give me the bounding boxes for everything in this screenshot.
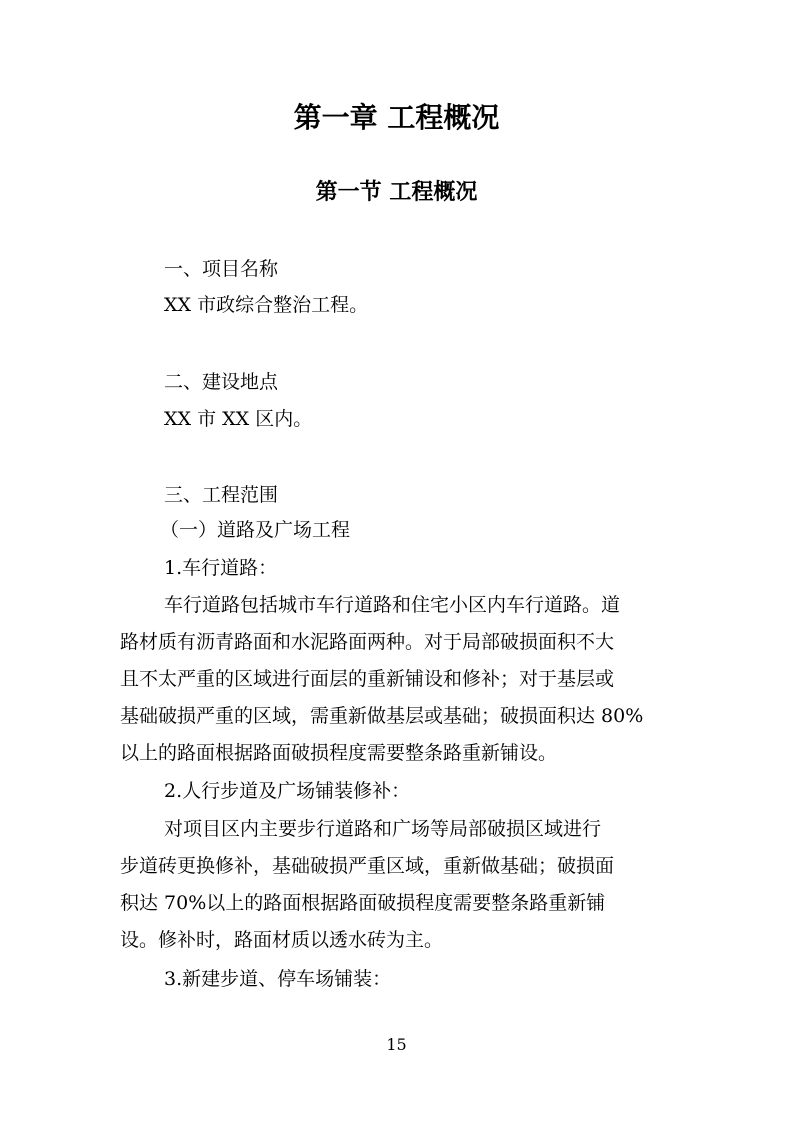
location-heading: 二、建设地点 xyxy=(164,371,279,393)
scope-sub-heading: （一）道路及广场工程 xyxy=(160,519,351,541)
item1-line: 且不太严重的区域进行面层的重新铺设和修补；对于基层或 xyxy=(120,668,615,690)
chapter-title: 第一章 工程概况 xyxy=(293,101,500,134)
item2-line: 步道砖更换修补，基础破损严重区域，重新做基础；破损面 xyxy=(120,855,615,877)
section-title: 第一节 工程概况 xyxy=(315,180,478,205)
item2-title: 2.人行步道及广场铺装修补： xyxy=(164,780,411,802)
project-name-text: XX 市政综合整治工程。 xyxy=(164,294,369,316)
item1-line: 路材质有沥青路面和水泥路面两种。对于局部破损面积不大 xyxy=(120,631,615,653)
item2-line: 积达 70%以上的路面根据路面破损程度需要整条路重新铺 xyxy=(120,892,606,914)
item1-title: 1.车行道路： xyxy=(164,557,278,579)
item1-line: 基础破损严重的区域，需重新做基层或基础；破损面积达 80% xyxy=(120,705,644,727)
item1-line: 以上的路面根据路面破损程度需要整条路重新铺设。 xyxy=(120,742,558,764)
item2-line: 设。修补时，路面材质以透水砖为主。 xyxy=(120,929,444,951)
item1-line: 车行道路包括城市车行道路和住宅小区内车行道路。道 xyxy=(164,594,621,616)
project-name-heading: 一、项目名称 xyxy=(164,258,279,280)
item2-line: 对项目区内主要步行道路和广场等局部破损区域进行 xyxy=(164,818,602,840)
scope-heading: 三、工程范围 xyxy=(164,484,279,506)
location-text: XX 市 XX 区内。 xyxy=(164,408,313,430)
page-number: 15 xyxy=(386,1035,407,1054)
item3-title: 3.新建步道、停车场铺装： xyxy=(164,968,392,990)
